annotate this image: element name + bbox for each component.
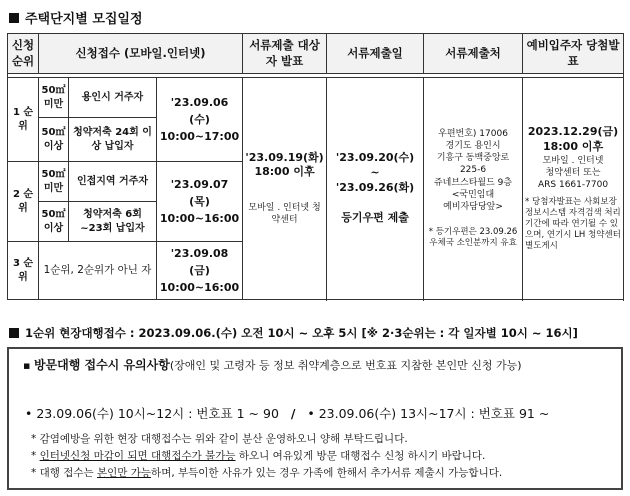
rank1-area-b: 50㎡이상 [39, 118, 69, 162]
rank1-apply [157, 78, 243, 162]
onsite-notice [9, 325, 578, 341]
note-3-prefix: * 대행 접수는 [31, 467, 97, 479]
header-submit-date: 서류제출일 [327, 34, 424, 74]
submit-tilde: ~ [370, 165, 380, 179]
winner-note: * 당첨자발표는 사회보장정보시스템 자격검색 처리 기간에 따라 연기될 수 있으며, 연기시 LH 청약센터 별도게시 [525, 196, 621, 252]
section-title-text: 주택단지별 모집일정 [25, 12, 143, 27]
time-slot-2: 23.09.06(수) 13시~17시 : 번호표 91 ~ [318, 406, 550, 421]
submit-cell [327, 78, 424, 300]
time-slot-1: 23.09.06(수) 10시~12시 : 번호표 1 ~ 90 [36, 406, 279, 421]
note-2-rest: 하오니 여유있게 방문 대행접수 신청 하시기 바랍니다. [235, 450, 486, 462]
rank2-date: '23.09.07 (목) [170, 177, 229, 208]
header-row [8, 34, 624, 74]
rank2-area-b: 50㎡이상 [39, 202, 69, 242]
note-3-rest: 하며, 부득이한 사유가 있는 경우 가족에 한해서 추가서류 제출시 가능합니다. [151, 467, 503, 479]
announce-cell [243, 78, 327, 300]
header-apply: 신청접수 (모바일.인터넷) [39, 34, 243, 74]
winner-line1: 모바일 . 인터넷 [542, 155, 604, 166]
rank1-cond-b: 청약저축 24회 이상 납입자 [69, 118, 157, 162]
header-submit-place: 서류제출처 [424, 34, 523, 74]
address-line7: 예비자담당앞> [443, 201, 503, 212]
rank3-label: 3 순위 [8, 242, 39, 300]
rank1-area-a: 50㎡미만 [39, 78, 69, 118]
time-slot-separator: / [290, 406, 296, 421]
square-bullet-icon [9, 328, 19, 338]
visit-notice-title-text: 방문대행 접수시 유의사항 [33, 358, 170, 372]
address-line6: <국민임대 [451, 189, 495, 200]
visit-notice-box [7, 347, 623, 490]
rank2-cond-b: 청약저축 6회 ~23회 납입자 [69, 202, 157, 242]
note-3 [31, 465, 502, 482]
visit-notice-subtitle: (장애인 및 고령자 등 정보 취약계층으로 번호표 지참한 본인만 신청 가능) [169, 359, 522, 372]
note-1: * 감염예방을 위한 현장 대행접수는 위와 같이 분산 운영하오니 양해 부탁드립니다. [31, 433, 408, 445]
rank1-label: 1 순위 [8, 78, 39, 162]
rank1-date: '23.09.06 (수) [170, 95, 229, 126]
header-winner: 예비입주자 당첨발표 [523, 34, 624, 74]
address-cell [424, 78, 523, 300]
announce-date: '23.09.19(화) 18:00 이후 [245, 150, 324, 179]
note-2 [31, 448, 502, 465]
rank2-apply [157, 162, 243, 242]
bullet-icon: ▪ [23, 359, 34, 372]
address-line4: 225-6 [459, 165, 487, 176]
rank2-label: 2 순위 [8, 162, 39, 242]
rank2-time: 10:00~16:00 [159, 212, 240, 226]
rank1-row-a [8, 78, 624, 118]
rank3-time: 10:00~16:00 [159, 281, 240, 295]
winner-line2: 청약센터 또는 [545, 167, 601, 178]
square-bullet-icon [9, 13, 19, 23]
winner-time: 18:00 이후 [542, 139, 604, 153]
rank3-apply [157, 242, 243, 300]
schedule-table [7, 33, 624, 300]
rank1-time: 10:00~17:00 [159, 130, 240, 144]
address-note: * 등기우편은 23.09.26 우체국 소인분까지 유효 [428, 226, 518, 248]
rank1-cond-a: 용인시 거주자 [69, 78, 157, 118]
address-line2: 경기도 용인시 [445, 141, 501, 152]
address-line5: 쥬네브스타월드 9층 [433, 177, 513, 188]
submit-end: '23.09.26(화) [335, 180, 415, 194]
header-announce: 서류제출 대상자 발표 [243, 34, 327, 74]
visit-notice-title [23, 356, 522, 373]
onsite-notice-text: 1순위 현장대행접수 : 2023.09.06.(수) 오전 10시 ~ 오후 5시 [※ 2·3순위는 : 각 일자별 10시 ~ 16시] [25, 326, 578, 340]
rank3-date: '23.09.08 (금) [170, 246, 229, 277]
submit-method: 등기우편 제출 [341, 211, 409, 225]
visit-notes [31, 431, 502, 482]
rank2-area-a: 50㎡미만 [39, 162, 69, 202]
note-3-emphasis: 본인만 가능 [96, 467, 152, 479]
winner-date: 2023.12.29(금) [527, 124, 619, 138]
address-line3: 기흥구 동백중앙로 [436, 153, 510, 164]
note-2-emphasis: 인터넷신청 마감이 되면 대행접수가 불가능 [39, 450, 236, 462]
section-title [9, 8, 143, 27]
address-line1: 우편번호) 17006 [438, 128, 508, 139]
winner-cell [523, 78, 624, 300]
submit-start: '23.09.20(수) [335, 150, 415, 164]
note-2-prefix: * [31, 450, 40, 462]
visit-time-slots: • 23.09.06(수) 10시~12시 : 번호표 1 ~ 90 / • 23.09.06(수) 13시~17시 : 번호표 91 ~ [25, 406, 550, 421]
rank3-cond: 1순위, 2순위가 아닌 자 [39, 242, 157, 300]
rank2-cond-a: 인접지역 거주자 [69, 162, 157, 202]
winner-line3: ARS 1661-7700 [538, 179, 609, 190]
header-rank: 신청 순위 [8, 34, 39, 74]
announce-where: 모바일 . 인터넷 청약센터 [248, 203, 321, 226]
